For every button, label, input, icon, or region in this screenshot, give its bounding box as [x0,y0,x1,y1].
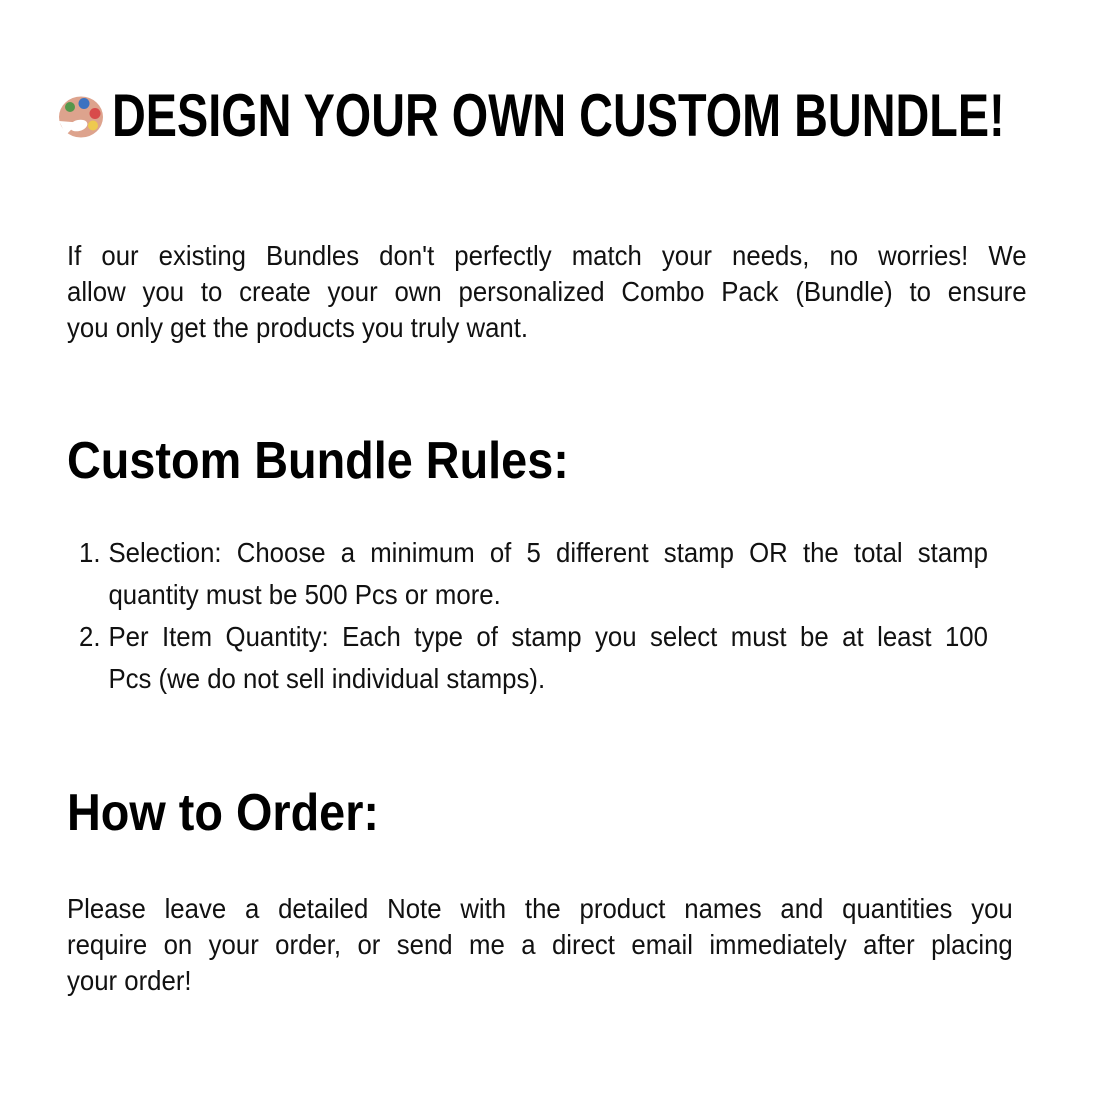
intro-line-3: you only get the products you truly want. [67,312,529,343]
order-paragraph [67,891,1013,999]
palette-icon [57,92,105,140]
palette-green-dot [65,102,75,112]
intro-line-1: If our existing Bundles don't perfectly match your needs, no worries! We [67,240,1027,271]
order-line-1: Please leave a detailed Note with the product names and quantities you [67,893,1013,924]
palette-blue-dot [79,98,90,109]
list-item-number: 2. [79,621,101,652]
palette-yellow-dot [88,121,98,131]
order-heading: How to Order: [67,784,380,842]
rules-heading: Custom Bundle Rules: [67,432,569,490]
list-item-text [108,532,988,616]
list-item [79,532,988,616]
rule-1-line-1: Selection: Choose a minimum of 5 different stamp OR the total stamp [108,537,988,568]
order-line-3: your order! [67,965,192,996]
intro-paragraph [67,238,1027,346]
order-line-2: require on your order, or send me a direct email immediately after placing [67,929,1013,960]
page-title: DESIGN YOUR OWN CUSTOM BUNDLE! [112,82,1005,149]
rule-2-line-2: Pcs (we do not sell individual stamps). [108,663,546,694]
list-item-text [108,616,988,700]
rule-1-line-2: quantity must be 500 Pcs or more. [108,579,501,610]
list-item-number: 1. [79,537,101,568]
list-item [79,616,988,700]
palette-red-dot [90,108,101,119]
intro-line-2: allow you to create your own personalized Combo Pack (Bundle) to ensure [67,276,1027,307]
rule-2-line-1: Per Item Quantity: Each type of stamp you select must be at least 100 [108,621,988,652]
rules-list [79,532,988,700]
